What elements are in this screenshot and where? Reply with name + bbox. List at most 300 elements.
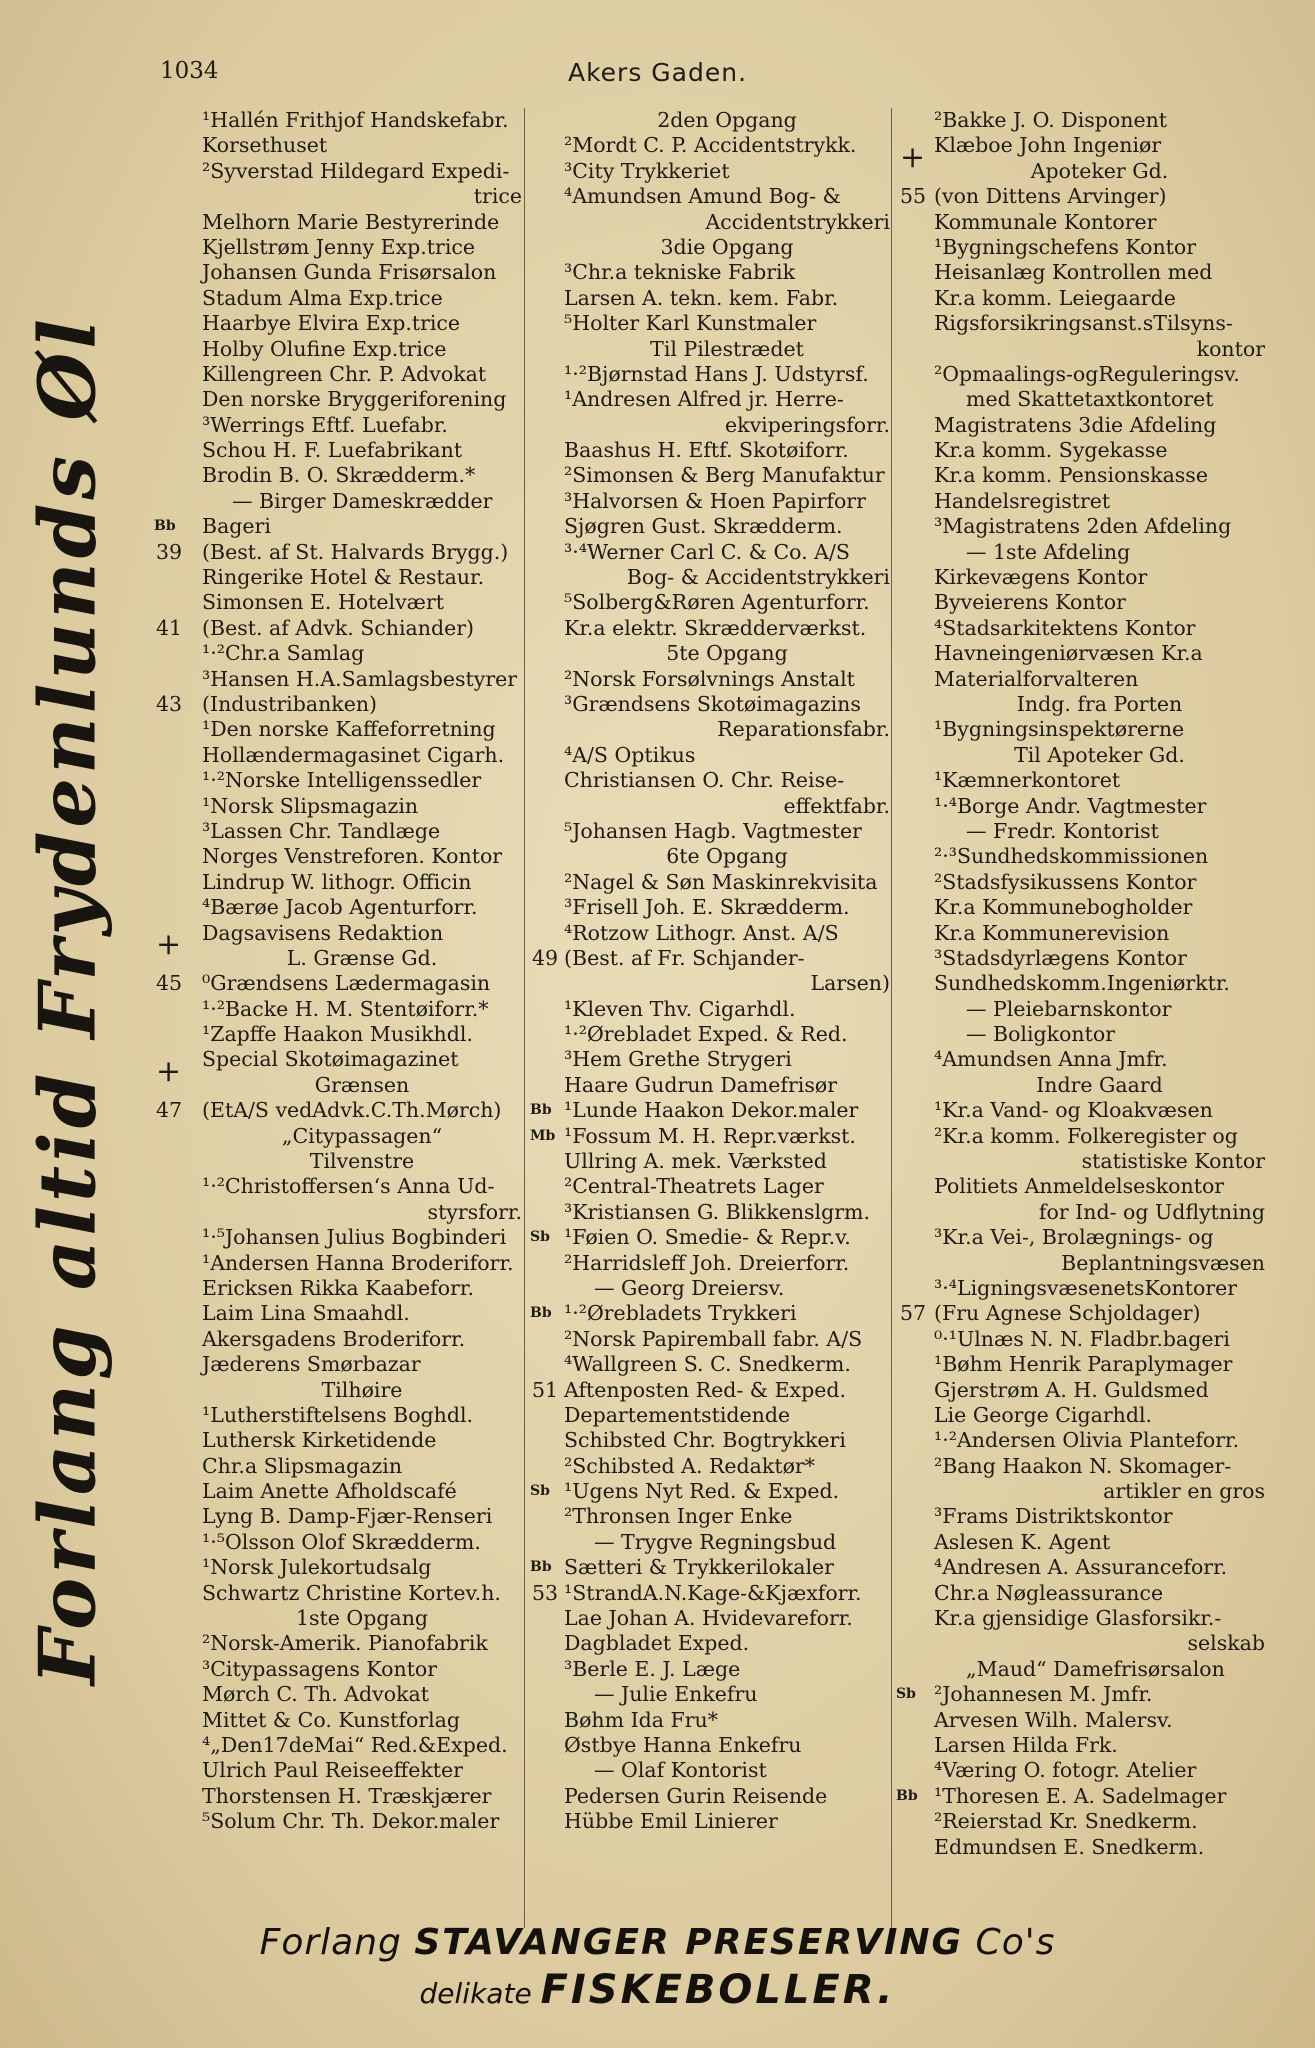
column-2 — [532, 108, 890, 1835]
directory-entry — [900, 1276, 1265, 1301]
column-3 — [896, 108, 1265, 1860]
directory-entry — [900, 1200, 1265, 1225]
entry-text: Klæboe John Ingeniør — [934, 133, 1162, 158]
entry-text: ²Mordt C. P. Accidentstrykk. — [564, 133, 857, 158]
entry-text: ¹·²Christoffersen‘s Anna Ud- — [202, 1174, 495, 1199]
entry-text: ⁵Holter Karl Kunstmaler — [564, 311, 817, 336]
directory-entry — [900, 438, 1265, 463]
entry-text: Special Skotøimagazinet — [202, 1047, 459, 1072]
entry-text: Killengreen Chr. P. Advokat — [202, 361, 487, 386]
directory-entry — [150, 1733, 522, 1758]
entry-text: Melhorn Marie Bestyrerinde — [202, 209, 500, 234]
entry-text: Departementstidende — [564, 1402, 791, 1427]
entry-text: Laim Anette Afholdscafé — [202, 1479, 457, 1504]
entry-text: Korsethuset — [202, 133, 328, 158]
directory-entry — [900, 1809, 1265, 1834]
directory-entry — [150, 210, 522, 235]
entry-text: ¹Norsk Julekortudsalg — [202, 1555, 432, 1580]
directory-entry — [150, 133, 522, 158]
entry-text: ¹Føien O. Smedie- & Repr.v. — [564, 1225, 851, 1250]
directory-entry — [150, 870, 522, 895]
entry-text: ³Berle E. J. Læge — [564, 1656, 741, 1681]
directory-entry — [150, 235, 522, 260]
entry-text: ³Frisell Joh. E. Skrædderm. — [564, 895, 850, 920]
entry-text: — Pleiebarnskontor — [966, 996, 1172, 1021]
entry-text: ²Opmaalings-ogReguleringsv. — [934, 361, 1240, 386]
directory-entry — [532, 1378, 890, 1403]
directory-entry — [532, 565, 890, 590]
directory-entry — [900, 1073, 1265, 1098]
entry-text: Chr.a Slipsmagazin — [202, 1453, 403, 1478]
entry-text: ²·³Sundhedskommissionen — [934, 844, 1209, 869]
directory-entry — [532, 997, 890, 1022]
entry-text: Sætteri & Trykkerilokaler — [564, 1555, 834, 1580]
directory-entry — [900, 362, 1265, 387]
directory-entry — [150, 1124, 522, 1149]
entry-text: Accidentstrykkeri — [705, 209, 890, 234]
directory-entry — [532, 1428, 890, 1453]
directory-entry — [532, 1606, 890, 1631]
entry-text: ³City Trykkeriet — [564, 158, 730, 183]
directory-entry — [150, 1098, 522, 1123]
directory-entry — [532, 1047, 890, 1072]
floor-marker: Bb — [154, 518, 176, 535]
entry-text: ¹Den norske Kaffeforretning — [202, 717, 496, 742]
directory-entry — [532, 1657, 890, 1682]
running-title: Akers Gaden. — [567, 58, 748, 87]
directory-entry — [532, 311, 890, 336]
directory-entry — [150, 438, 522, 463]
column-divider — [524, 108, 525, 1928]
directory-entry — [900, 1479, 1265, 1504]
entry-text: Akersgadens Broderiforr. — [202, 1326, 466, 1351]
entry-text: Larsen) — [810, 971, 890, 996]
directory-entry — [150, 895, 522, 920]
house-number: 55 — [900, 184, 927, 209]
entry-text: ⁵Solberg&Røren Agenturforr. — [564, 590, 870, 615]
directory-entry — [150, 1378, 522, 1403]
column-1 — [150, 108, 522, 1835]
house-number: 53 — [532, 1580, 559, 1605]
directory-entry — [532, 844, 890, 869]
entry-text: kontor — [1196, 336, 1265, 361]
entry-text: ²Kr.a komm. Folkeregister og — [934, 1123, 1238, 1148]
ad-product: FISKEBOLLER. — [540, 1967, 896, 2013]
entry-text: Ullring A. mek. Værksted — [564, 1149, 827, 1174]
directory-entry — [150, 1631, 522, 1656]
entry-text: ¹Bøhm Henrik Paraplymager — [934, 1352, 1233, 1377]
directory-entry — [150, 1454, 522, 1479]
entry-text: Til Pilestrædet — [650, 336, 804, 361]
directory-entry — [532, 1682, 890, 1707]
directory-entry — [532, 1352, 890, 1377]
floor-marker: Sb — [530, 1483, 550, 1500]
directory-entry — [900, 1403, 1265, 1428]
entry-text: Tilhøire — [321, 1377, 403, 1402]
directory-entry — [900, 1098, 1265, 1123]
directory-entry — [532, 1479, 890, 1504]
entry-text: Grænsen — [314, 1072, 410, 1097]
entry-text: Laim Lina Smaahdl. — [202, 1301, 410, 1326]
floor-marker: Bb — [530, 1102, 552, 1119]
directory-entry — [900, 463, 1265, 488]
directory-entry — [532, 794, 890, 819]
entry-text: (von Dittens Arvinger) — [934, 184, 1167, 209]
entry-text: ⁴„Den17deMai“ Red.&Exped. — [202, 1733, 508, 1757]
cross-street-marker: + — [900, 139, 926, 175]
entry-text: for Ind- og Udflytning — [1038, 1199, 1265, 1224]
directory-entry — [150, 1174, 522, 1199]
entry-text: (Fru Agnese Schjoldager) — [934, 1301, 1201, 1326]
directory-entry — [150, 1149, 522, 1174]
entry-text: Norges Venstreforen. Kontor — [202, 844, 503, 869]
directory-entry — [900, 565, 1265, 590]
directory-entry — [900, 1428, 1265, 1453]
directory-entry — [532, 1708, 890, 1733]
entry-text: — Boligkontor — [966, 1022, 1116, 1047]
directory-entry — [900, 1555, 1265, 1580]
directory-entry — [150, 1479, 522, 1504]
entry-text: ³Stadsdyrlægens Kontor — [934, 945, 1187, 970]
directory-entry — [150, 1682, 522, 1707]
directory-entry — [532, 717, 890, 742]
directory-entry — [900, 616, 1265, 641]
directory-entry — [896, 1783, 1265, 1809]
directory-entry — [900, 1047, 1265, 1072]
entry-text: 2den Opgang — [657, 108, 797, 132]
directory-entry — [900, 1758, 1265, 1783]
entry-text: Indg. fra Porten — [1016, 691, 1183, 716]
directory-entry — [900, 1657, 1265, 1682]
entry-text: Edmundsen E. Snedkerm. — [934, 1834, 1205, 1859]
directory-entry — [900, 1708, 1265, 1733]
entry-text: Den norske Bryggeriforening — [202, 387, 507, 412]
entry-text: ⁴Væring O. fotogr. Atelier — [934, 1758, 1197, 1783]
entry-text: Schou H. F. Luefabrikant — [202, 438, 463, 463]
entry-text: — Trygve Regningsbud — [594, 1529, 837, 1554]
entry-text: 3die Opgang — [660, 234, 794, 259]
directory-entry — [532, 1631, 890, 1656]
directory-entry — [900, 1022, 1265, 1047]
directory-entry — [150, 1225, 522, 1250]
entry-text: — Olaf Kontorist — [594, 1758, 767, 1783]
entry-text: Kr.a Kommunerevision — [934, 920, 1170, 945]
entry-text: ²Bakke J. O. Disponent — [934, 108, 1168, 132]
directory-entry — [900, 1504, 1265, 1529]
house-number: 45 — [156, 971, 183, 996]
directory-entry — [150, 413, 522, 438]
entry-text: Hübbe Emil Linierer — [564, 1809, 778, 1834]
directory-entry — [150, 362, 522, 387]
entry-text: Lae Johan A. Hvidevareforr. — [564, 1606, 853, 1631]
entry-text: Baashus H. Eftf. Skotøiforr. — [564, 438, 849, 463]
entry-text: effektfabr. — [783, 793, 890, 818]
entry-text: Til Apoteker Gd. — [1014, 742, 1185, 767]
entry-text: L. Grænse Gd. — [286, 945, 438, 970]
entry-text: ²Johannesen M. Jmfr. — [934, 1682, 1153, 1707]
directory-entry — [900, 337, 1265, 362]
directory-entry — [532, 133, 890, 158]
entry-text: ¹·⁵Johansen Julius Bogbinderi — [202, 1225, 507, 1250]
entry-text: „Maud“ Damefrisørsalon — [966, 1656, 1225, 1681]
directory-entry — [532, 1504, 890, 1529]
directory-entry — [150, 337, 522, 362]
directory-entry — [532, 667, 890, 692]
directory-entry — [150, 590, 522, 615]
directory-entry — [532, 1581, 890, 1606]
entry-text: ¹·²Andersen Olivia Planteforr. — [934, 1428, 1240, 1453]
entry-text: Aslesen K. Agent — [934, 1529, 1111, 1554]
directory-entry — [532, 413, 890, 438]
directory-entry — [150, 667, 522, 692]
entry-text: statistiske Kontor — [1081, 1149, 1265, 1174]
ad-text: delikate — [419, 1977, 541, 2010]
directory-entry — [900, 133, 1265, 158]
entry-text: Schibsted Chr. Bogtrykkeri — [564, 1428, 846, 1453]
directory-entry — [900, 743, 1265, 768]
entry-text: 6te Opgang — [666, 844, 788, 869]
entry-text: Ulrich Paul Reiseeffekter — [202, 1758, 463, 1783]
directory-entry — [900, 895, 1265, 920]
directory-entry — [532, 1073, 890, 1098]
floor-marker: Bb — [530, 1559, 552, 1576]
directory-entry — [900, 387, 1265, 412]
entry-text: (Best. af Fr. Schjander- — [564, 945, 805, 970]
directory-entry — [532, 819, 890, 844]
entry-text: — 1ste Afdeling — [966, 539, 1131, 564]
directory-entry — [532, 1022, 890, 1047]
entry-text: Kr.a Kommunebogholder — [934, 895, 1193, 920]
entry-text: ⁴Amundsen Anna Jmfr. — [934, 1047, 1168, 1072]
entry-text: ¹·²Ørebladet Exped. & Red. — [564, 1022, 848, 1047]
entry-text: ¹·²Bjørnstad Hans J. Udstyrsf. — [564, 361, 869, 386]
bottom-advertisement-line-1 — [0, 1922, 1315, 1963]
page-number: 1034 — [160, 58, 219, 84]
house-number: 49 — [532, 945, 559, 970]
floor-marker: Sb — [896, 1686, 916, 1703]
directory-entry — [150, 1200, 522, 1225]
entry-text: artikler en gros — [1103, 1479, 1265, 1504]
entry-text: — Julie Enkefru — [594, 1682, 758, 1707]
entry-text: Gjerstrøm A. H. Guldsmed — [934, 1377, 1209, 1402]
floor-marker: Mb — [530, 1127, 556, 1144]
entry-text: Kommunale Kontorer — [934, 209, 1157, 234]
entry-text: ³Magistratens 2den Afdeling — [934, 514, 1232, 539]
directory-entry — [150, 489, 522, 514]
directory-entry — [900, 794, 1265, 819]
directory-entry — [150, 565, 522, 590]
entry-text: ⁴Stadsarkitektens Kontor — [934, 615, 1196, 640]
directory-entry — [900, 1352, 1265, 1377]
entry-text: ²Nagel & Søn Maskinrekvisita — [564, 869, 878, 894]
directory-entry — [900, 235, 1265, 260]
entry-text: ³Citypassagens Kontor — [202, 1656, 438, 1681]
directory-entry — [150, 768, 522, 793]
entry-text: Materialforvalteren — [934, 666, 1139, 691]
directory-entry — [532, 159, 890, 184]
directory-entry — [900, 1225, 1265, 1250]
entry-text: (Best. af Advk. Schiander) — [202, 615, 475, 640]
side-advertisement-text: Forlang altid Frydenlunds Øl — [22, 315, 114, 1685]
entry-text: ¹·²Backe H. M. Stentøiforr.* — [202, 996, 489, 1021]
floor-marker: Sb — [530, 1229, 550, 1246]
directory-entry — [150, 1708, 522, 1733]
directory-entry — [150, 1403, 522, 1428]
directory-entry — [532, 438, 890, 463]
directory-entry — [532, 1403, 890, 1428]
directory-entry — [532, 1555, 890, 1580]
entry-text: ⁰Grændsens Lædermagasin — [202, 971, 491, 996]
entry-text: ¹StrandA.N.Kage-&Kjæxforr. — [564, 1580, 862, 1605]
entry-text: ⁴Wallgreen S. C. Snedkerm. — [564, 1352, 851, 1377]
entry-text: Kirkevægens Kontor — [934, 565, 1148, 590]
entry-text: ¹Bygningschefens Kontor — [934, 234, 1197, 259]
directory-entry — [150, 1606, 522, 1631]
entry-text: ²Reierstad Kr. Snedkerm. — [934, 1809, 1198, 1834]
bottom-advertisement-line-2 — [0, 1967, 1315, 2013]
entry-text: Brodin B. O. Skrædderm.* — [202, 463, 476, 488]
entry-text: Tilvenstre — [309, 1149, 415, 1174]
directory-entry — [532, 641, 890, 666]
entry-text: ²Harridsleff Joh. Dreierforr. — [564, 1250, 850, 1275]
directory-entry — [150, 1301, 522, 1326]
entry-text: ⁴Amundsen Amund Bog- & — [564, 184, 841, 209]
directory-entry — [150, 641, 522, 666]
cross-street-marker: + — [156, 926, 182, 962]
entry-text: ³Werrings Eftf. Luefabr. — [202, 412, 448, 437]
directory-entry — [532, 286, 890, 311]
entry-text: Ericksen Rikka Kaabeforr. — [202, 1275, 474, 1300]
directory-entry — [150, 1276, 522, 1301]
directory-entry — [900, 1454, 1265, 1479]
directory-entry — [150, 1809, 522, 1834]
entry-text: trice — [473, 184, 522, 209]
entry-text: Bøhm Ida Fru* — [564, 1707, 719, 1732]
directory-entry — [900, 1327, 1265, 1352]
entry-text: Østbye Hanna Enkefru — [564, 1733, 802, 1757]
directory-entry — [532, 184, 890, 209]
entry-text: ⁵Johansen Hagb. Vagtmester — [564, 818, 862, 843]
directory-entry — [150, 260, 522, 285]
directory-entry — [900, 210, 1265, 235]
entry-text: Handelsregistret — [934, 488, 1111, 513]
directory-entry — [150, 1047, 522, 1072]
directory-entry — [532, 1124, 890, 1149]
bottom-advertisement — [0, 1922, 1315, 2013]
floor-marker: Bb — [530, 1305, 552, 1322]
directory-entry — [150, 819, 522, 844]
house-number: 43 — [156, 691, 183, 716]
directory-entry — [150, 1555, 522, 1580]
entry-text: ²Thronsen Inger Enke — [564, 1504, 793, 1529]
directory-entry — [900, 1631, 1265, 1656]
directory-entry — [150, 743, 522, 768]
entry-text: Lie George Cigarhdl. — [934, 1402, 1153, 1427]
entry-text: Larsen A. tekn. kem. Fabr. — [564, 285, 839, 310]
directory-entry — [150, 1022, 522, 1047]
entry-text: Bog- & Accidentstrykkeri — [626, 565, 890, 590]
ad-text: Forlang — [259, 1922, 415, 1963]
entry-text: styrsforr. — [427, 1199, 522, 1224]
entry-text: ¹Kr.a Vand- og Kloakvæsen — [934, 1098, 1213, 1123]
directory-entry — [150, 286, 522, 311]
entry-text: selskab — [1187, 1631, 1265, 1656]
entry-text: ²Norsk Papiremball fabr. A/S — [564, 1326, 863, 1351]
directory-entry — [532, 768, 890, 793]
entry-text: Haarbye Elvira Exp.trice — [202, 311, 461, 336]
directory-entry — [150, 1784, 522, 1809]
directory-entry — [532, 1149, 890, 1174]
entry-text: — Georg Dreiersv. — [594, 1275, 785, 1300]
directory-entry — [900, 540, 1265, 565]
entry-text: Apoteker Gd. — [1030, 158, 1169, 183]
entry-text: Kr.a komm. Leiegaarde — [934, 285, 1176, 310]
entry-text: (EtA/S vedAdvk.C.Th.Mørch) — [202, 1098, 502, 1123]
directory-entry — [900, 1581, 1265, 1606]
directory-entry — [150, 921, 522, 946]
entry-text: Heisanlæg Kontrollen med — [934, 260, 1213, 285]
directory-entry — [150, 1428, 522, 1453]
entry-text: ¹Ugens Nyt Red. & Exped. — [564, 1479, 840, 1504]
directory-entry — [900, 667, 1265, 692]
directory-entry — [532, 1225, 890, 1250]
entry-text: ¹Fossum M. H. Repr.værkst. — [564, 1123, 856, 1148]
directory-entry — [150, 184, 522, 209]
entry-text: ¹Kæmnerkontoret — [934, 768, 1121, 793]
entry-text: ¹Andersen Hanna Broderiforr. — [202, 1250, 514, 1275]
directory-entry — [900, 1378, 1265, 1403]
entry-text: Bageri — [202, 514, 271, 539]
floor-marker: Bb — [896, 1787, 918, 1804]
directory-entry — [900, 108, 1265, 133]
directory-entry — [532, 1327, 890, 1352]
directory-entry — [532, 743, 890, 768]
entry-text: Stadum Alma Exp.trice — [202, 285, 443, 310]
entry-text: — Fredr. Kontorist — [966, 818, 1159, 843]
entry-text: ⁴Bærøe Jacob Agenturforr. — [202, 895, 478, 920]
entry-text: ²Stadsfysikussens Kontor — [934, 869, 1197, 894]
directory-entry — [150, 692, 522, 717]
directory-entry — [900, 489, 1265, 514]
house-number: 47 — [156, 1098, 183, 1123]
entry-text: ¹Andresen Alfred jr. Herre- — [564, 387, 844, 412]
entry-text: ¹Zapffe Haakon Musikhdl. — [202, 1022, 473, 1047]
entry-text: Beplantningsvæsen — [1061, 1250, 1265, 1275]
entry-text: Byveierens Kontor — [934, 590, 1126, 615]
directory-entry — [900, 1835, 1265, 1860]
directory-entry — [532, 1809, 890, 1834]
side-advertisement — [22, 315, 114, 1685]
directory-entry — [900, 717, 1265, 742]
directory-entry — [150, 1581, 522, 1606]
entry-text: ³Frams Distriktskontor — [934, 1504, 1173, 1529]
directory-entry — [150, 1327, 522, 1352]
entry-text: (Best. af St. Halvards Brygg.) — [202, 539, 509, 564]
entry-text: Rigsforsikringsanst.sTilsyns- — [934, 311, 1233, 336]
directory-entry — [532, 616, 890, 641]
entry-text: Luthersk Kirketidende — [202, 1428, 437, 1453]
entry-text: ³Grændsens Skotøimagazins — [564, 691, 861, 716]
directory-entry — [532, 1174, 890, 1199]
directory-entry — [900, 1174, 1265, 1199]
entry-text: ¹Kleven Thv. Cigarhdl. — [564, 996, 796, 1021]
directory-entry — [532, 1784, 890, 1809]
directory-entry — [150, 159, 522, 184]
directory-entry — [150, 844, 522, 869]
entry-text: ⁴Andresen A. Assuranceforr. — [934, 1555, 1228, 1580]
directory-entry — [900, 286, 1265, 311]
entry-text: ¹·²Norske Intelligenssedler — [202, 768, 482, 793]
